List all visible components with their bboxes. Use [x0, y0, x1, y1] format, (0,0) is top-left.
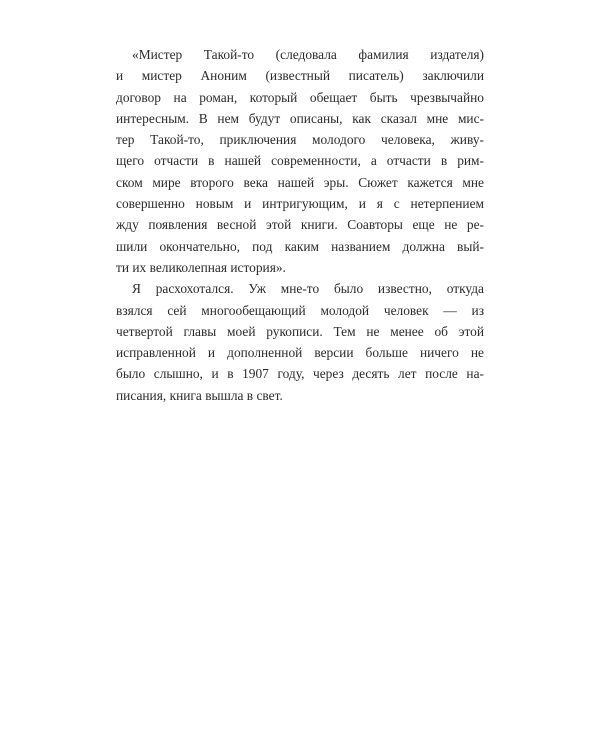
paragraph-1 [116, 44, 484, 278]
text-line: тер Такой-то, приключения молодого человека, живу- [116, 132, 484, 148]
text-line: интересным. В нем будут описаны, как сказал мне мис- [116, 110, 484, 126]
text-line: и мистер Аноним (известный писатель) заключили [116, 68, 484, 84]
text-line: Я расхохотался. Уж мне-то было известно, откуда [132, 281, 484, 297]
text-line: совершенно новым и интригующим, и я с нетерпением [116, 196, 484, 212]
text-line: ти их великолепная история». [116, 259, 286, 275]
text-line: четвертой главы моей рукописи. Тем не менее об этой [116, 323, 484, 339]
text-line: «Мистер Такой-то (следовала фамилия издателя) [132, 47, 484, 62]
text-line: шили окончательно, под каким названием должна вый- [116, 238, 484, 254]
text-line: было слышно, и в 1907 году, через десять лет после на- [116, 366, 484, 382]
text-line: щего отчасти в нашей современности, а отчасти в рим- [116, 153, 484, 169]
text-line: взялся сей многообещающий молодой человек — из [116, 302, 484, 318]
text-line: исправленной и дополненной версии больше ничего не [116, 345, 484, 361]
text-line: жду появления весной этой книги. Соавторы еще не ре- [116, 217, 484, 233]
body-text [116, 44, 484, 406]
text-line: договор на роман, который обещает быть чрезвычайно [116, 89, 484, 105]
paragraph-2 [116, 278, 484, 406]
text-line: ском мире второго века нашей эры. Сюжет кажется мне [116, 174, 484, 190]
text-line: писания, книга вышла в свет. [116, 387, 283, 403]
